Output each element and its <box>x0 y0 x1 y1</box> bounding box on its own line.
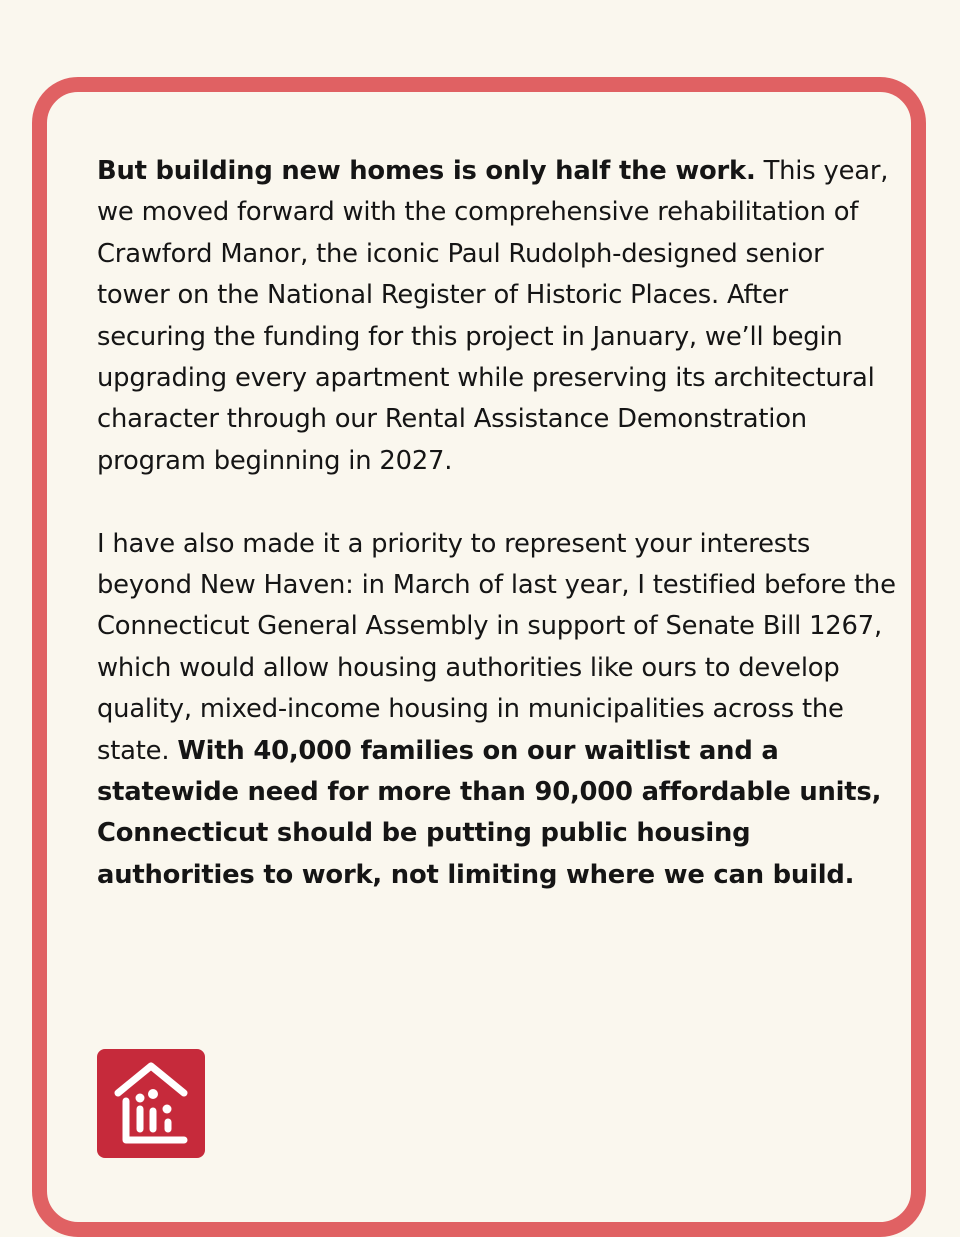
paragraph-text: This year, we moved forward with the comprehensive rehabilitation of Crawford Manor, the iconic Paul Rudolph-designed senior tower on the National Register of Historic Places. After securing the funding for this project in January, we’ll begin upgrading every apartment while preserving its architectural character through our Rental Assistance Demonstration program beginning in 2027. <box>97 156 889 476</box>
paragraph-crawford-manor <box>97 151 897 482</box>
lead-sentence-bold: But building new homes is only half the work. <box>97 156 756 186</box>
house-people-icon <box>97 1049 205 1158</box>
closing-statement-bold: With 40,000 families on our waitlist and a statewide need for more than 90,000 affordable units, Connecticut should be putting public housing authorities to work, not limiting where we can build. <box>97 735 882 890</box>
housing-authority-logo <box>97 1049 205 1158</box>
paragraph-text: I have also made it a priority to represent your interests beyond New Haven: in March of last year, I testified before the Connecticut General Assembly in support of Senate Bill 1267, which would allow housing authorities like ours to develop quality, mixed-income housing in municipalities across the state. <box>97 528 896 766</box>
letter-body <box>97 151 897 938</box>
paragraph-senate-bill <box>97 524 897 897</box>
